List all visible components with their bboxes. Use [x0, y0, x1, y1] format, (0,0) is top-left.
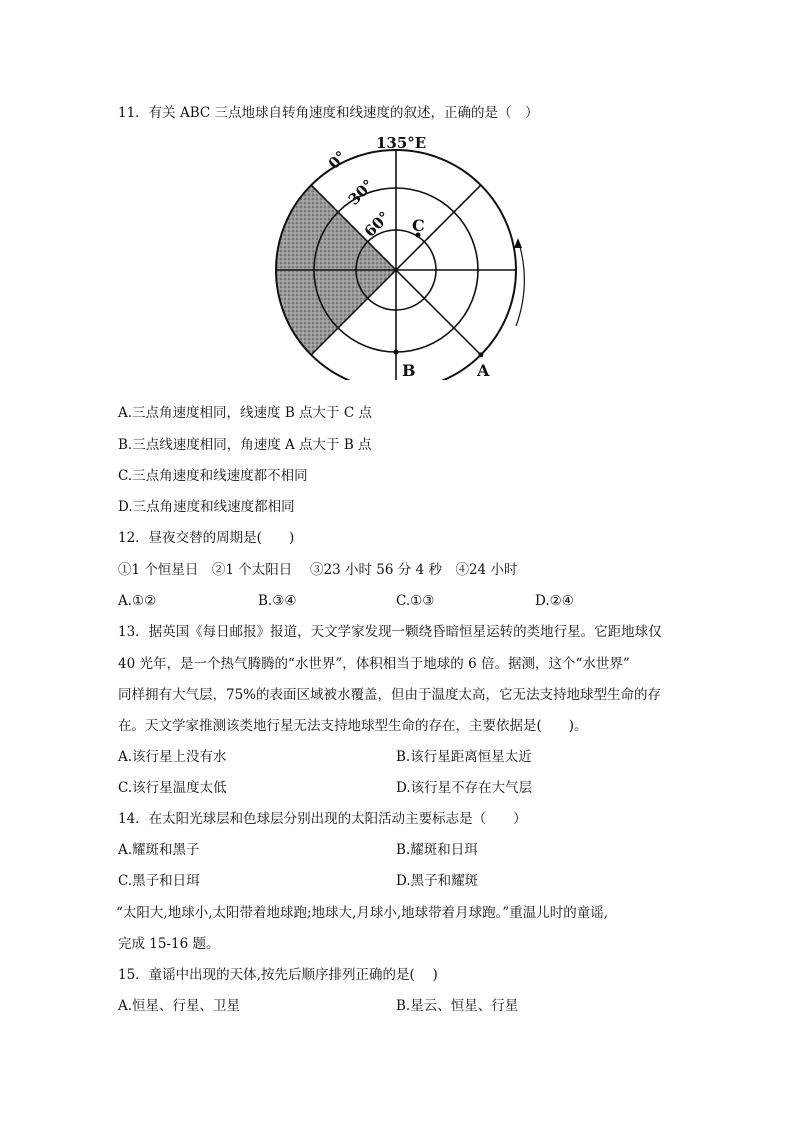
q14-option-c: C.黑子和日珥 [118, 873, 200, 889]
q13-option-d: D.该行星不存在大气层 [396, 780, 533, 796]
q14-option-b: B.耀斑和日珥 [396, 842, 478, 858]
label-b: B [402, 361, 416, 380]
label-135e: 135°E [376, 134, 427, 152]
rotation-arrowhead-icon [514, 238, 522, 248]
q12-option-b: B.③④ [258, 593, 297, 609]
label-0-deg: 0° [324, 147, 351, 173]
q13-line-2: 40 光年，是一个热气腾腾的“水世界”，体积相当于地球的 6 倍。据测，这个“水世界” [118, 656, 630, 672]
q11-option-c: C.三点角速度和线速度都不相同 [118, 468, 308, 484]
q13-line-3: 同样拥有大气层，75%的表面区域被水覆盖，但由于温度太高，它无法支持地球型生命的存 [118, 687, 662, 703]
q13-options-row2 [118, 779, 678, 797]
q12-option-a: A.①② [118, 593, 157, 609]
q11-stem: 11．有关 ABC 三点地球自转角速度和线速度的叙述，正确的是（ ） [118, 105, 539, 121]
q11-option-b: B.三点线速度相同，角速度 A 点大于 B 点 [118, 437, 372, 453]
q11-option-d: D.三点角速度和线速度都相同 [118, 499, 295, 515]
label-30-deg: 30° [344, 175, 378, 209]
q12-option-c: C.①③ [396, 593, 435, 609]
q13-line-4: 在。天文学家推测该类地行星无法支持地球型生命的存在，主要依据是( )。 [118, 718, 588, 734]
point-b [394, 350, 399, 355]
q13-option-c: C.该行星温度太低 [118, 780, 227, 796]
passage-line-1: “太阳大,地球小,太阳带着地球跑;地球大,月球小,地球带着月球跑。”重温儿时的童谣, [116, 905, 609, 921]
q13-option-a: A.该行星上没有水 [118, 749, 227, 765]
passage-line-2: 完成 15-16 题。 [118, 936, 220, 952]
label-a: A [477, 361, 490, 380]
q13-line-1: 13．据英国《每日邮报》报道，天文学家发现一颗绕昏暗恒星运转的类地行星。它距地球仅 [118, 624, 662, 640]
q14-options-row2 [118, 872, 678, 890]
q14-option-a: A.耀斑和黑子 [118, 842, 200, 858]
q15-options-row1 [118, 997, 678, 1015]
earth-rotation-diagram [260, 130, 535, 380]
q12-items: ①1 个恒星日 ②1 个太阳日 ③23 小时 56 分 4 秒 ④24 小时 [118, 562, 518, 578]
rotation-arrow [516, 240, 524, 326]
q14-options-row1 [118, 841, 678, 859]
q15-option-b: B.星云、恒星、行星 [396, 998, 519, 1014]
label-60-deg: 60° [360, 207, 394, 241]
q15-stem: 15．童谣中出现的天体,按先后顺序排列正确的是( ) [118, 967, 438, 983]
q13-option-b: B.该行星距离恒星太近 [396, 749, 532, 765]
q13-options-row1 [118, 748, 678, 766]
q14-option-d: D.黑子和耀斑 [396, 873, 479, 889]
q11-option-a: A.三点角速度相同，线速度 B 点大于 C 点 [118, 405, 372, 421]
q12-stem: 12．昼夜交替的周期是( ) [118, 530, 295, 546]
q12-option-d: D.②④ [535, 593, 574, 609]
q15-option-a: A.恒星、行星、卫星 [118, 998, 241, 1014]
q14-stem: 14．在太阳光球层和色球层分别出现的太阳活动主要标志是（ ） [118, 811, 527, 827]
point-a [478, 352, 483, 357]
label-c: C [412, 216, 425, 235]
